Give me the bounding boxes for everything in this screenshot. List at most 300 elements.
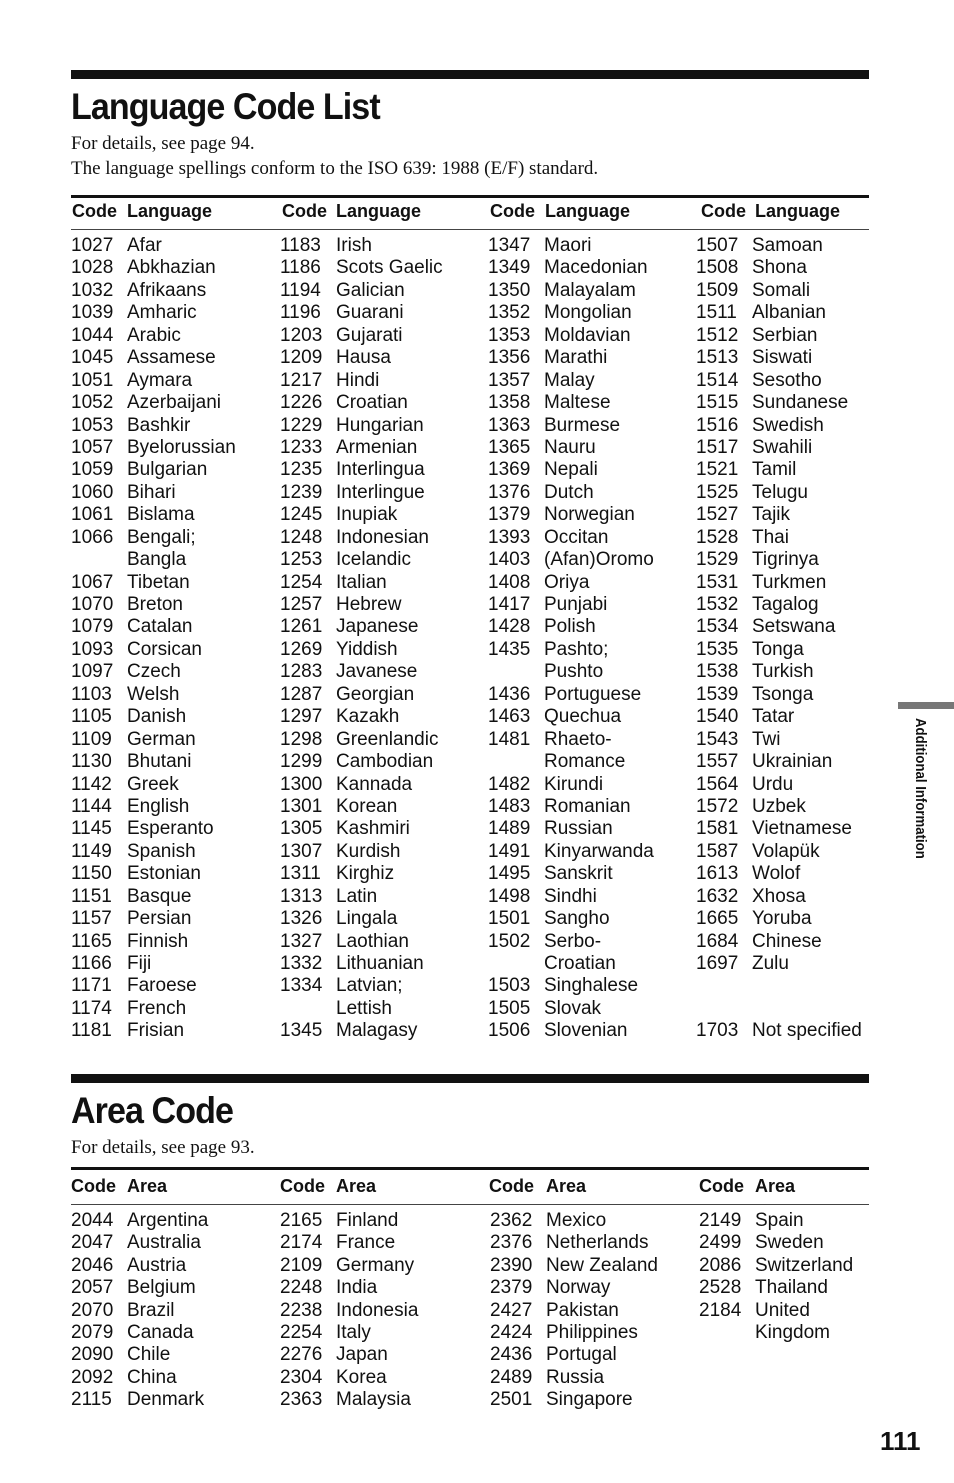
code-value: 1093: [71, 638, 114, 660]
name-value: France: [336, 1232, 396, 1254]
name-value: Portugal: [546, 1344, 617, 1366]
code-value: 1358: [488, 392, 531, 414]
code-value: 2363: [280, 1389, 323, 1411]
name-value: Polish: [544, 616, 596, 638]
code-value: 1181: [71, 1020, 112, 1042]
code-value: 1194: [280, 279, 321, 301]
name-value: Serbian: [752, 324, 818, 346]
name-value: Galician: [336, 279, 405, 301]
name-value: Sindhi: [544, 885, 597, 907]
name-value: Lithuanian: [336, 953, 424, 974]
name-value: China: [127, 1366, 177, 1388]
code-value: 1097: [71, 661, 114, 683]
name-value: Kirundi: [544, 773, 604, 795]
name-value: Netherlands: [546, 1232, 649, 1254]
code-value: 1059: [71, 459, 114, 481]
code-value: 1516: [696, 414, 739, 436]
code-value: 2165: [280, 1210, 323, 1231]
name-value: Malay: [544, 369, 595, 391]
code-value: 1287: [280, 683, 323, 705]
code-value: 1327: [280, 930, 323, 952]
code-value: 1703: [696, 1020, 739, 1042]
language-table-header: [71, 201, 869, 225]
code-value: 1103: [71, 683, 112, 705]
code-value: 1307: [280, 840, 323, 862]
column-header-area: Area: [336, 1176, 377, 1196]
column-header-code: Code: [72, 201, 117, 221]
code-value: 1347: [488, 235, 531, 256]
name-value: Malagasy: [336, 1020, 418, 1042]
name-value: Croatian: [336, 392, 408, 414]
code-value: 2528: [699, 1277, 742, 1299]
table-top-rule: [71, 1167, 869, 1170]
name-value: French: [127, 997, 187, 1019]
name-value: Wolof: [752, 863, 801, 885]
code-value: 1665: [696, 908, 739, 930]
name-value: Russian: [544, 818, 613, 840]
code-value: 1403: [488, 549, 531, 571]
code-value: 2079: [71, 1321, 114, 1343]
column-header-code: Code: [280, 1176, 325, 1196]
name-value: Twi: [752, 728, 781, 750]
code-value: 1482: [488, 773, 531, 795]
column-header-code: Code: [490, 201, 535, 221]
code-value: 1613: [696, 863, 739, 885]
name-value: Amharic: [127, 302, 197, 324]
name-value: Irish: [336, 235, 372, 256]
code-value: 2184: [699, 1299, 742, 1321]
code-value: 1495: [488, 863, 531, 885]
code-value: 1527: [696, 504, 739, 526]
code-value: 2248: [280, 1277, 323, 1299]
name-value: Pushto: [544, 661, 604, 683]
column-header-area: Area: [755, 1176, 796, 1196]
code-value: 1529: [696, 549, 739, 571]
code-value: 2427: [490, 1299, 533, 1321]
code-value: 1051: [71, 369, 114, 391]
name-value: Bangla: [127, 549, 187, 571]
name-value: Swahili: [752, 436, 813, 458]
column-header-area: Area: [546, 1176, 587, 1196]
code-value: 1239: [280, 481, 323, 503]
code-value: 1209: [280, 347, 323, 369]
name-value: Kurdish: [336, 840, 401, 862]
name-value: Czech: [127, 661, 181, 683]
code-value: 1186: [280, 257, 321, 279]
code-value: 1532: [696, 594, 739, 615]
name-value: Setswana: [752, 616, 836, 638]
name-value: Portuguese: [544, 683, 642, 705]
name-value: Dutch: [544, 481, 594, 503]
code-value: 1505: [488, 997, 531, 1019]
table-top-rule: [71, 195, 869, 198]
code-value: 1514: [696, 369, 739, 391]
code-value: 2044: [71, 1210, 114, 1231]
name-value: Thai: [752, 526, 789, 548]
code-value: 1150: [71, 863, 112, 885]
code-value: 1697: [696, 953, 739, 974]
code-value: 1417: [488, 594, 531, 615]
name-value: Faroese: [127, 975, 197, 997]
code-value: 1531: [696, 571, 739, 593]
code-value: 1300: [280, 773, 323, 795]
name-value: Urdu: [752, 773, 794, 795]
code-value: 1044: [71, 324, 114, 346]
code-value: 1203: [280, 324, 323, 346]
name-value: New Zealand: [546, 1254, 658, 1276]
code-value: 1557: [696, 751, 739, 773]
code-value: 2276: [280, 1344, 323, 1366]
code-value: 2070: [71, 1299, 114, 1321]
code-value: 1528: [696, 526, 739, 548]
code-value: 1357: [488, 369, 531, 391]
name-value: Interlingue: [336, 481, 425, 503]
code-value: 1166: [71, 953, 112, 974]
name-value: Ukrainian: [752, 751, 833, 773]
name-value: (Afan)Oromo: [544, 549, 654, 571]
code-value: 1376: [488, 481, 531, 503]
name-value: Esperanto: [127, 818, 214, 840]
name-value: Pashto;: [544, 638, 609, 660]
code-value: 1070: [71, 594, 114, 615]
name-value: Italian: [336, 571, 387, 593]
code-value: 1269: [280, 638, 323, 660]
name-value: Assamese: [127, 347, 216, 369]
details-note: For details, see page 94.: [71, 133, 255, 154]
code-value: 1349: [488, 257, 531, 279]
code-value: 1435: [488, 638, 531, 660]
name-value: Vietnamese: [752, 818, 852, 840]
name-value: Tsonga: [752, 683, 814, 705]
code-value: 1534: [696, 616, 739, 638]
code-value: 1144: [71, 795, 112, 817]
name-value: Belgium: [127, 1277, 196, 1299]
code-value: 1157: [71, 908, 112, 930]
name-value: Byelorussian: [127, 436, 236, 458]
page-title: Language Code List: [71, 86, 380, 127]
code-value: 1572: [696, 795, 739, 817]
name-value: Hungarian: [336, 414, 424, 436]
code-value: 1261: [280, 616, 323, 638]
name-value: Philippines: [546, 1321, 638, 1343]
code-value: 1483: [488, 795, 531, 817]
name-value: Bihari: [127, 481, 176, 503]
column-header-code: Code: [701, 201, 746, 221]
code-value: 1028: [71, 257, 114, 279]
name-value: Finnish: [127, 930, 189, 952]
code-value: 2109: [280, 1254, 323, 1276]
name-value: Singhalese: [544, 975, 639, 997]
name-value: Burmese: [544, 414, 621, 436]
code-value: 1313: [280, 885, 323, 907]
column-header-language: Language: [336, 201, 422, 221]
column-header-code: Code: [71, 1176, 116, 1196]
name-value: Bashkir: [127, 414, 191, 436]
code-value: 1066: [71, 526, 114, 548]
code-value: 2115: [71, 1389, 112, 1411]
code-value: 1229: [280, 414, 323, 436]
code-value: 2057: [71, 1277, 114, 1299]
code-value: 2501: [490, 1389, 533, 1411]
code-value: 1196: [280, 302, 321, 324]
column-header-language: Language: [545, 201, 631, 221]
name-value: Hebrew: [336, 594, 402, 615]
name-value: Persian: [127, 908, 192, 930]
standard-note: The language spellings conform to the ISO 639: 1988 (E/F) standard.: [71, 158, 599, 179]
name-value: Maltese: [544, 392, 611, 414]
code-value: 2092: [71, 1366, 114, 1388]
code-value: 1027: [71, 235, 114, 256]
column-header-code: Code: [489, 1176, 534, 1196]
code-value: 1149: [71, 840, 112, 862]
name-value: Somali: [752, 279, 811, 301]
code-value: 1060: [71, 481, 114, 503]
name-value: Malaysia: [336, 1389, 411, 1411]
name-value: Danish: [127, 706, 187, 728]
code-value: 2047: [71, 1232, 114, 1254]
section-rule: [71, 1074, 869, 1083]
name-value: Welsh: [127, 683, 180, 705]
name-value: Catalan: [127, 616, 193, 638]
name-value: Spanish: [127, 840, 196, 862]
name-value: Romanian: [544, 795, 631, 817]
name-value: Xhosa: [752, 885, 806, 907]
name-value: Albanian: [752, 302, 826, 324]
name-value: Germany: [336, 1254, 415, 1276]
code-value: 2086: [699, 1254, 742, 1276]
name-value: Estonian: [127, 863, 201, 885]
code-value: 1254: [280, 571, 323, 593]
code-value: 1436: [488, 683, 531, 705]
code-value: 1513: [696, 347, 739, 369]
name-value: Samoan: [752, 235, 823, 256]
column-header-code: Code: [282, 201, 327, 221]
column-header-language: Language: [127, 201, 213, 221]
code-value: 1067: [71, 571, 114, 593]
code-value: 2304: [280, 1366, 323, 1388]
code-value: 1491: [488, 840, 531, 862]
code-value: 1301: [280, 795, 323, 817]
area-details-note: For details, see page 93.: [71, 1137, 255, 1158]
column-header-code: Code: [699, 1176, 744, 1196]
name-value: Serbo-: [544, 930, 602, 952]
name-value: Indonesia: [336, 1299, 419, 1321]
code-value: 1057: [71, 436, 114, 458]
code-value: 2390: [490, 1254, 533, 1276]
name-value: Tamil: [752, 459, 797, 481]
name-value: Occitan: [544, 526, 609, 548]
name-value: Afar: [127, 235, 162, 256]
name-value: Greek: [127, 773, 179, 795]
name-value: Norwegian: [544, 504, 635, 526]
code-value: 1356: [488, 347, 531, 369]
name-value: Inupiak: [336, 504, 398, 526]
code-value: 1183: [280, 235, 321, 256]
name-value: Sesotho: [752, 369, 822, 391]
code-value: 1174: [71, 997, 112, 1019]
name-value: Hindi: [336, 369, 380, 391]
name-value: Pakistan: [546, 1299, 619, 1321]
name-value: Fiji: [127, 953, 152, 974]
name-value: United: [755, 1299, 810, 1321]
name-value: Romance: [544, 751, 626, 773]
name-value: Uzbek: [752, 795, 806, 817]
name-value: Canada: [127, 1321, 194, 1343]
name-value: Italy: [336, 1321, 371, 1343]
name-value: Chile: [127, 1344, 171, 1366]
code-value: 1393: [488, 526, 531, 548]
code-value: 1032: [71, 279, 114, 301]
code-value: 1345: [280, 1020, 323, 1042]
code-value: 1539: [696, 683, 739, 705]
code-value: 1506: [488, 1020, 531, 1042]
name-value: Mongolian: [544, 302, 632, 324]
code-value: 1508: [696, 257, 739, 279]
name-value: Macedonian: [544, 257, 648, 279]
code-value: 2238: [280, 1299, 323, 1321]
name-value: Yiddish: [336, 638, 398, 660]
code-value: 1517: [696, 436, 739, 458]
name-value: Argentina: [127, 1210, 209, 1231]
code-value: 1632: [696, 885, 739, 907]
code-value: 1233: [280, 436, 323, 458]
code-value: 1543: [696, 728, 739, 750]
name-value: Lingala: [336, 908, 398, 930]
code-value: 1363: [488, 414, 531, 436]
name-value: Kingdom: [755, 1321, 830, 1343]
name-value: Switzerland: [755, 1254, 854, 1276]
name-value: Indonesian: [336, 526, 429, 548]
code-value: 1521: [696, 459, 739, 481]
code-value: 1235: [280, 459, 323, 481]
code-value: 2046: [71, 1254, 114, 1276]
code-value: 2149: [699, 1210, 742, 1231]
name-value: Latin: [336, 885, 378, 907]
code-value: 1283: [280, 661, 323, 683]
code-value: 1353: [488, 324, 531, 346]
name-value: Shona: [752, 257, 807, 279]
code-value: 1217: [280, 369, 323, 391]
name-value: Interlingua: [336, 459, 425, 481]
name-value: Tibetan: [127, 571, 190, 593]
name-value: German: [127, 728, 196, 750]
code-value: 1509: [696, 279, 739, 301]
code-value: 1326: [280, 908, 323, 930]
code-value: 1489: [488, 818, 531, 840]
name-value: Hausa: [336, 347, 391, 369]
name-value: Brazil: [127, 1299, 175, 1321]
name-value: Yoruba: [752, 908, 812, 930]
name-value: India: [336, 1277, 378, 1299]
name-value: Russia: [546, 1366, 605, 1388]
page-number: 111: [880, 1426, 921, 1456]
name-value: Kazakh: [336, 706, 400, 728]
name-value: Bhutani: [127, 751, 192, 773]
code-value: 1507: [696, 235, 739, 256]
name-value: Bengali;: [127, 526, 196, 548]
code-value: 1061: [71, 504, 114, 526]
side-tab-text: Additional Information: [912, 718, 929, 859]
name-value: Breton: [127, 594, 183, 615]
name-value: Slovenian: [544, 1020, 628, 1042]
code-value: 1299: [280, 751, 323, 773]
name-value: Spain: [755, 1210, 804, 1231]
code-value: 1463: [488, 706, 531, 728]
column-header-area: Area: [127, 1176, 168, 1196]
name-value: Finland: [336, 1210, 399, 1231]
name-value: Japan: [336, 1344, 388, 1366]
name-value: Moldavian: [544, 324, 631, 346]
code-value: 1365: [488, 436, 531, 458]
name-value: Scots Gaelic: [336, 257, 443, 279]
code-value: 1105: [71, 706, 112, 728]
name-value: Frisian: [127, 1020, 185, 1042]
code-value: 1257: [280, 594, 323, 615]
code-value: 2489: [490, 1366, 533, 1388]
code-value: 1248: [280, 526, 323, 548]
name-value: Abkhazian: [127, 257, 216, 279]
name-value: Turkmen: [752, 571, 827, 593]
code-value: 1039: [71, 302, 114, 324]
code-value: 1079: [71, 616, 114, 638]
table-header-rule: [71, 1204, 869, 1205]
code-value: 1408: [488, 571, 531, 593]
name-value: Swedish: [752, 414, 824, 436]
code-value: 1045: [71, 347, 114, 369]
code-value: 1538: [696, 661, 739, 683]
code-value: 1297: [280, 706, 323, 728]
name-value: Korea: [336, 1366, 387, 1388]
code-value: 1540: [696, 706, 739, 728]
name-value: Azerbaijani: [127, 392, 221, 414]
code-value: 2499: [699, 1232, 742, 1254]
code-value: 2254: [280, 1321, 323, 1343]
code-value: 2379: [490, 1277, 533, 1299]
name-value: Japanese: [336, 616, 419, 638]
code-value: 1226: [280, 392, 323, 414]
code-value: 1587: [696, 840, 739, 862]
name-value: Lettish: [336, 997, 392, 1019]
code-value: 1352: [488, 302, 531, 324]
name-value: Tatar: [752, 706, 795, 728]
code-value: 1564: [696, 773, 739, 795]
name-value: Punjabi: [544, 594, 608, 615]
code-value: 1298: [280, 728, 323, 750]
name-value: Arabic: [127, 324, 181, 346]
code-value: 1305: [280, 818, 323, 840]
name-value: Malayalam: [544, 279, 636, 301]
name-value: Thailand: [755, 1277, 828, 1299]
name-value: Tajik: [752, 504, 791, 526]
name-value: Austria: [127, 1254, 187, 1276]
code-value: 1684: [696, 930, 739, 952]
code-value: 1151: [71, 885, 112, 907]
name-value: Oriya: [544, 571, 590, 593]
name-value: Kannada: [336, 773, 413, 795]
name-value: Guarani: [336, 302, 404, 324]
side-tab-label: [912, 718, 932, 908]
name-value: Singapore: [546, 1389, 633, 1411]
code-value: 2362: [490, 1210, 533, 1231]
name-value: Volapük: [752, 840, 820, 862]
name-value: Javanese: [336, 661, 418, 683]
code-value: 1332: [280, 953, 323, 974]
name-value: Tagalog: [752, 594, 819, 615]
code-value: 2424: [490, 1321, 533, 1343]
name-value: Bislama: [127, 504, 195, 526]
code-value: 1512: [696, 324, 739, 346]
name-value: Denmark: [127, 1389, 205, 1411]
